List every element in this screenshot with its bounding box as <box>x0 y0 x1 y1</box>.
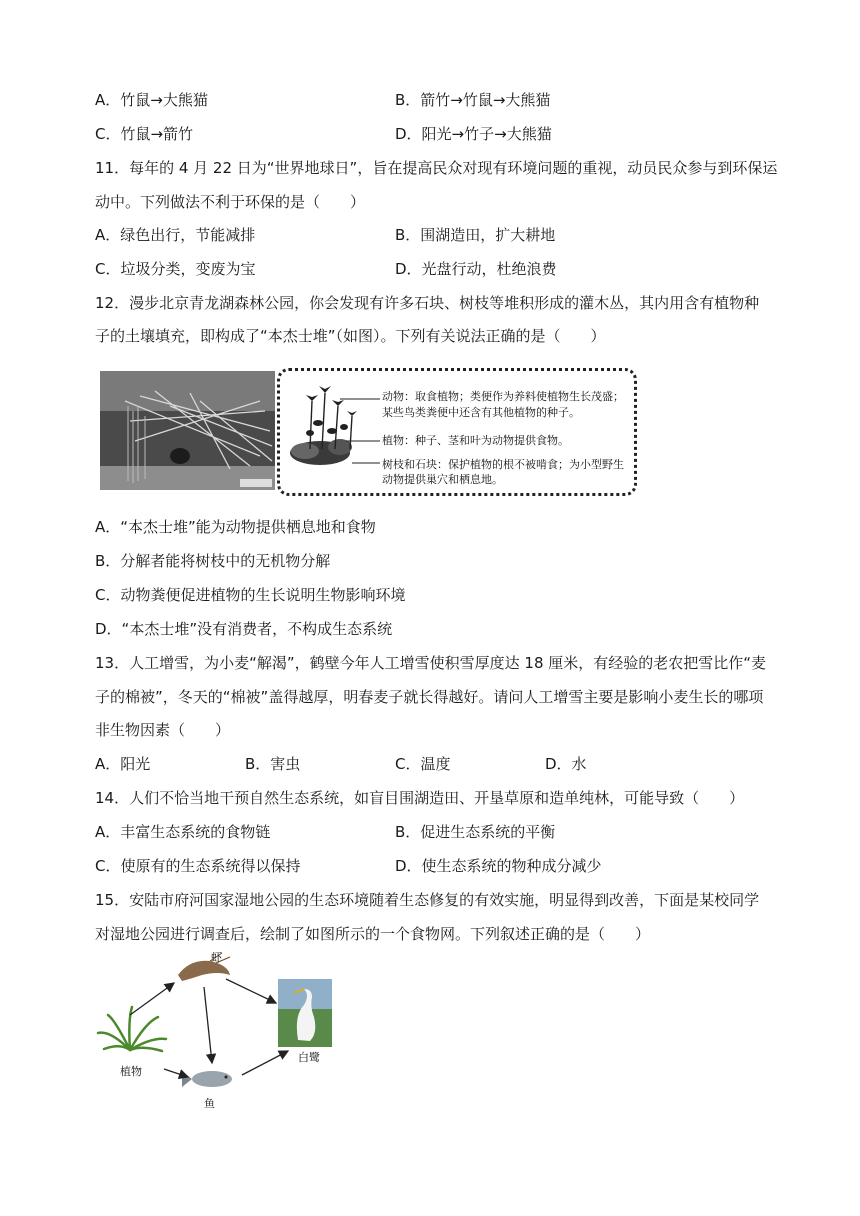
q11-option-d: D．光盘行动，杜绝浪费 <box>395 260 557 278</box>
q11-option-b: B．围湖造田，扩大耕地 <box>395 226 556 244</box>
q10-option-d: D．阳光→竹子→大熊猫 <box>395 125 552 143</box>
q11-stem-line1: 11．每年的 4 月 22 日为“世界地球日”，旨在提高民众对现有环境问题的重视，动员民众参与到环保运 <box>95 159 778 177</box>
q11-stem-line2: 动中。下列做法不利于环保的是（ ） <box>95 193 366 211</box>
q10-option-b: B．箭竹→竹鼠→大熊猫 <box>395 91 551 109</box>
q13-stem-line2: 子的棉被”，冬天的“棉被”盖得越厚，明春麦子就长得越好。请问人工增雪主要是影响小麦生长的哪项 <box>95 688 764 706</box>
note-animal-line1: 动物：取食植物；类便作为养料使植物生长茂盛； <box>382 390 624 403</box>
q13-option-c: C．温度 <box>395 755 451 773</box>
label-fish: 鱼 <box>204 1097 215 1110</box>
q14-option-d: D．使生态系统的物种成分减少 <box>395 857 602 875</box>
q12-option-a: A．“本杰士堆”能为动物提供栖息地和食物 <box>95 518 376 536</box>
q11-option-a: A．绿色出行，节能减排 <box>95 226 256 244</box>
egret-image <box>278 979 332 1047</box>
label-shrimp: 虾 <box>211 951 222 964</box>
q15-stem-line1: 15．安陆市府河国家湿地公园的生态环境随着生态修复的有效实施，明显得到改善，下面是某校同学 <box>95 891 760 909</box>
fish-image <box>182 1071 232 1087</box>
q14-stem-line1: 14．人们不恰当地干预自然生态系统，如盲目围湖造田、开垦草原和造单纯林，可能导致（ ） <box>95 789 745 807</box>
note-branch-line1: 树枝和石块：保护植物的根不被啃食；为小型野生 <box>382 458 624 471</box>
q12-option-d: D．“本杰士堆”没有消费者，不构成生态系统 <box>95 620 393 638</box>
label-egret: 白鹭 <box>298 1051 320 1064</box>
q15-stem-line2: 对湿地公园进行调查后，绘制了如图所示的一个食物网。下列叙述正确的是（ ） <box>95 925 651 943</box>
q12-option-c: C．动物粪便促进植物的生长说明生物影响环境 <box>95 586 406 604</box>
q13-stem-line1: 13．人工增雪，为小麦“解渴”，鹤壁今年人工增雪使积雪厚度达 18 厘米，有经验的老农把雪比作“麦 <box>95 654 767 672</box>
q11-option-c: C．垃圾分类，变废为宝 <box>95 260 256 278</box>
label-plant: 植物 <box>120 1065 142 1078</box>
q13-option-d: D．水 <box>545 755 587 773</box>
q13-stem-line3: 非生物因素（ ） <box>95 721 231 739</box>
q10-option-a: A．竹鼠→大熊猫 <box>95 91 208 109</box>
note-animal-line2: 某些鸟类粪便中还含有其他植物的种子。 <box>382 406 580 419</box>
food-web-diagram <box>90 945 350 1115</box>
q14-option-b: B．促进生态系统的平衡 <box>395 823 556 841</box>
q14-option-c: C．使原有的生态系统得以保持 <box>95 857 301 875</box>
q10-option-c: C．竹鼠→箭竹 <box>95 125 194 143</box>
q12-stem-line1: 12．漫步北京青龙湖森林公园，你会发现有许多石块、树枝等堆积形成的灌木丛，其内用含有植物种 <box>95 294 760 312</box>
q13-option-a: A．阳光 <box>95 755 151 773</box>
benjes-hedge-diagram-box <box>277 368 637 496</box>
note-plant: 植物：种子、茎和叶为动物提供食物。 <box>382 434 569 447</box>
benjes-hedge-photo <box>100 371 275 490</box>
note-branch-line2: 动物提供巢穴和栖息地。 <box>382 473 503 486</box>
shrimp-image <box>178 953 230 981</box>
q12-stem-line2: 子的土壤填充，即构成了“本杰士堆”（如图）。下列有关说法正确的是（ ） <box>95 327 606 345</box>
q12-option-b: B．分解者能将树枝中的无机物分解 <box>95 552 331 570</box>
q14-option-a: A．丰富生态系统的食物链 <box>95 823 271 841</box>
q13-option-b: B．害虫 <box>245 755 301 773</box>
